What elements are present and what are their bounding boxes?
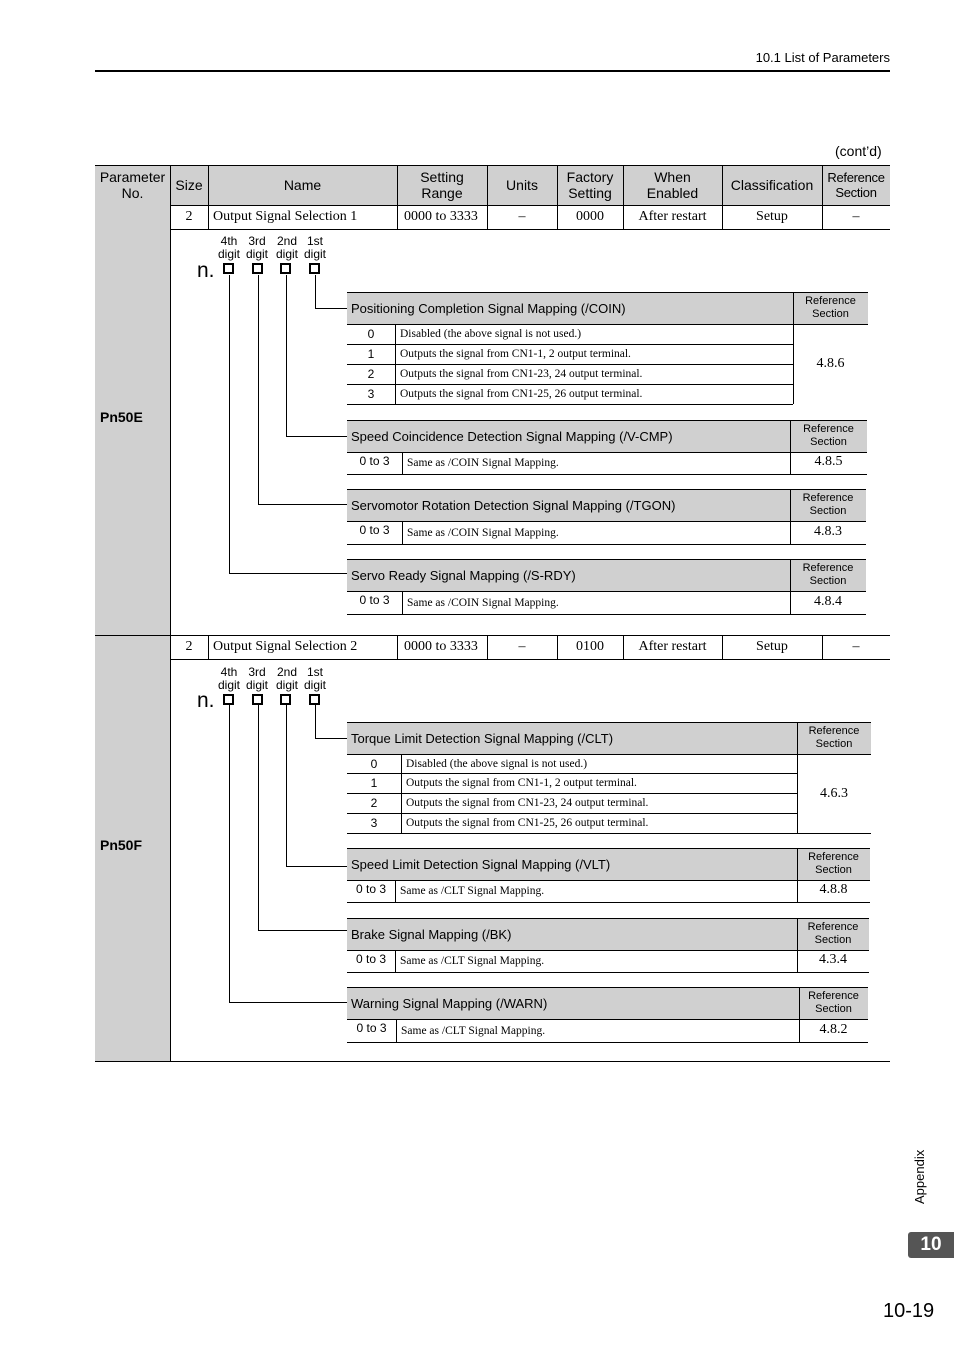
header-factory-setting: Factory Setting — [566, 169, 614, 201]
appendix-side-label: Appendix — [912, 1149, 927, 1204]
pn50e-tgon-value: 0 to 3 — [359, 523, 390, 537]
pn50f-clt-desc-1: Outputs the signal from CN1-1, 2 output terminal. — [406, 777, 637, 789]
pn50e-factory: 0000 — [576, 209, 604, 224]
pn50e-srdy-title: Servo Ready Signal Mapping (/S-RDY) — [351, 567, 576, 583]
pn50f-clt-value-3: 3 — [370, 816, 378, 830]
header-classification: Classification — [730, 177, 814, 193]
pn50f-clt-ref-label: Reference Section — [808, 725, 860, 750]
pn50f-clt-value-1: 1 — [370, 776, 378, 790]
pn50e-vcmp-ref-label: Reference Section — [803, 423, 854, 448]
header-when-enabled: When Enabled — [646, 169, 699, 201]
pn50e-digit-2-label: 2nd digit — [275, 234, 298, 261]
pn50f-digit-3-label: 3rd digit — [245, 665, 268, 692]
pn50e-coin-ref-label: Reference Section — [805, 295, 856, 320]
chapter-tab: 10 — [908, 1232, 954, 1258]
pn50e-srdy-ref-label: Reference Section — [802, 562, 854, 587]
pn50e-digit-4-label: 4th digit — [217, 234, 240, 261]
pn50f-digit-2-label: 2nd digit — [275, 665, 298, 692]
pn50e-digit-2-box — [280, 263, 291, 274]
pn50f-digit-2-box — [280, 694, 291, 705]
pn50e-coin-ref: 4.8.6 — [816, 356, 845, 371]
pn50f-bk-desc: Same as /CLT Signal Mapping. — [400, 955, 545, 967]
pn50e-classification: Setup — [756, 209, 788, 224]
pn50e-range: 0000 to 3333 — [404, 209, 478, 224]
pn50f-bk-value: 0 to 3 — [355, 952, 387, 966]
pn50e-coin-value-2: 2 — [367, 367, 375, 381]
pn50e-vcmp-value: 0 to 3 — [359, 454, 390, 468]
pn50f-clt-ref: 4.6.3 — [820, 785, 848, 801]
pn50f-when-enabled: After restart — [638, 639, 707, 654]
header-size: Size — [175, 177, 203, 193]
pn50e-vcmp-title: Speed Coincidence Detection Signal Mapping (/V-CMP) — [351, 428, 673, 444]
pn50f-clt-title: Torque Limit Detection Signal Mapping (/CLT) — [351, 730, 614, 746]
pn50e-size: 2 — [185, 209, 193, 224]
pn50f-digit-1-label: 1st digit — [303, 665, 326, 692]
pn50f-vlt-ref-label: Reference Section — [808, 851, 859, 876]
pn50f-bk-title: Brake Signal Mapping (/BK) — [351, 926, 512, 942]
pn50e-coin-value-0: 0 — [367, 327, 375, 341]
pn50f-warn-value: 0 to 3 — [356, 1021, 387, 1035]
pn50e-coin-title: Positioning Completion Signal Mapping (/COIN) — [351, 300, 626, 316]
pn50e-when-enabled: After restart — [638, 209, 707, 224]
pn50e-coin-desc-2: Outputs the signal from CN1-23, 24 output terminal. — [400, 368, 643, 380]
pn50f-vlt-title: Speed Limit Detection Signal Mapping (/VLT) — [351, 856, 611, 872]
pn50f-clt-value-0: 0 — [370, 756, 378, 771]
pn50f-bk-ref-label: Reference Section — [807, 921, 859, 946]
pn50e-coin-desc-3: Outputs the signal from CN1-25, 26 output terminal. — [400, 388, 643, 400]
header-reference-section: Reference Section — [827, 170, 885, 200]
pn50e-name: Output Signal Selection 1 — [213, 209, 358, 224]
pn50f-warn-ref: 4.8.2 — [819, 1021, 848, 1037]
pn50f-bk-ref: 4.3.4 — [819, 952, 847, 967]
table-bottom-rule — [95, 1061, 890, 1062]
pn50e-digit-4-box — [223, 263, 234, 274]
pn50e-srdy-value: 0 to 3 — [359, 593, 390, 607]
pn50f-warn-desc: Same as /CLT Signal Mapping. — [401, 1024, 546, 1037]
header-setting-range: Setting Range — [420, 169, 464, 201]
pn50f-vlt-value: 0 to 3 — [355, 882, 387, 896]
pn50e-param-no: Pn50E — [100, 409, 143, 425]
header-name: Name — [283, 177, 322, 193]
pn50e-tgon-ref-label: Reference Section — [802, 492, 854, 517]
page-number: 10-19 — [883, 1300, 935, 1322]
pn50f-n-prefix: n. — [197, 689, 215, 712]
pn50f-digit-3-box — [252, 694, 263, 705]
pn50e-units: – — [518, 209, 526, 224]
pn50f-name: Output Signal Selection 2 — [213, 639, 358, 654]
pn50e-digit-3-label: 3rd digit — [245, 234, 268, 261]
pn50e-reference: – — [852, 209, 860, 224]
pn50f-clt-value-2: 2 — [370, 796, 378, 810]
pn50e-tgon-title: Servomotor Rotation Detection Signal Mapping (/TGON) — [351, 497, 676, 513]
header-param-no: Parameter No. — [99, 169, 166, 201]
pn50f-digit-4-box — [223, 694, 234, 705]
pn50f-range: 0000 to 3333 — [404, 639, 478, 654]
pn50f-warn-ref-label: Reference Section — [808, 990, 859, 1015]
pn50f-digit-4-label: 4th digit — [217, 665, 240, 692]
pn50f-units: – — [518, 639, 526, 654]
pn50e-vcmp-ref: 4.8.5 — [814, 454, 843, 469]
pn50f-classification: Setup — [756, 639, 788, 654]
pn50f-clt-desc-2: Outputs the signal from CN1-23, 24 output terminal. — [406, 797, 649, 809]
pn50e-coin-value-3: 3 — [367, 387, 375, 401]
pn50e-srdy-desc: Same as /COIN Signal Mapping. — [407, 596, 559, 609]
pn50f-vlt-ref: 4.8.8 — [819, 882, 848, 897]
running-header: 10.1 List of Parameters — [755, 50, 890, 65]
pn50f-factory: 0100 — [576, 639, 604, 654]
pn50f-clt-desc-0: Disabled (the above signal is not used.) — [406, 757, 588, 770]
header-units: Units — [506, 177, 538, 193]
pn50f-digit-1-box — [309, 694, 320, 705]
pn50e-n-prefix: n. — [197, 259, 215, 282]
pn50e-tgon-desc: Same as /COIN Signal Mapping. — [407, 526, 559, 539]
header-rule — [95, 70, 890, 72]
pn50f-param-no: Pn50F — [100, 837, 143, 853]
pn50e-digit-1-label: 1st digit — [303, 234, 326, 261]
pn50e-vcmp-desc: Same as /COIN Signal Mapping. — [407, 457, 559, 469]
continued-label: (cont’d) — [835, 143, 882, 159]
pn50f-vlt-desc: Same as /CLT Signal Mapping. — [400, 885, 545, 897]
pn50e-digit-1-box — [309, 263, 320, 274]
pn50e-tgon-ref: 4.8.3 — [814, 523, 842, 539]
pn50f-warn-title: Warning Signal Mapping (/WARN) — [351, 995, 548, 1011]
pn50f-clt-desc-3: Outputs the signal from CN1-25, 26 output terminal. — [406, 817, 649, 829]
pn50e-coin-desc-0: Disabled (the above signal is not used.) — [400, 328, 582, 340]
pn50e-srdy-ref: 4.8.4 — [814, 593, 842, 609]
pn50e-digit-3-box — [252, 263, 263, 274]
pn50e-coin-value-1: 1 — [367, 347, 375, 361]
pn50e-coin-desc-1: Outputs the signal from CN1-1, 2 output terminal. — [400, 348, 631, 360]
pn50f-size: 2 — [185, 639, 193, 654]
pn50f-reference: – — [852, 639, 860, 654]
